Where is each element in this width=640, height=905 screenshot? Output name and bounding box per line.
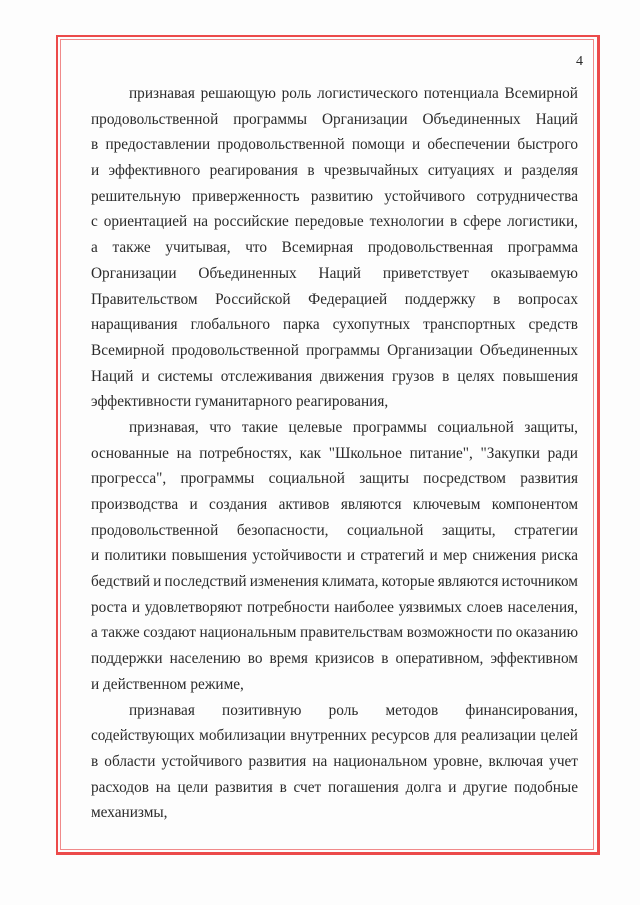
text-line: в предоставлении продовольственной помощи и обеспечении быстрого [91, 136, 578, 154]
text-line: эффективности гуманитарного реагирования, [91, 393, 389, 411]
paragraph [91, 698, 578, 826]
text-line-row [91, 312, 578, 338]
text-line: с ориентацией на российские передовые технологии в сфере логистики, [91, 213, 578, 231]
text-line-row [91, 261, 578, 287]
text-line: содействующих мобилизации внутренних ресурсов для реализации целей [91, 727, 578, 745]
text-line: Всемирной продовольственной программы Организации Объединенных [91, 341, 578, 359]
text-line-row [91, 620, 578, 646]
text-line-row [91, 723, 578, 749]
text-line: поддержки населению во время кризисов в оперативном, эффективном [91, 650, 578, 668]
text-line-row [91, 646, 578, 672]
text-line-row [91, 235, 578, 261]
text-line: продовольственной программы Организации Объединенных Наций [91, 110, 578, 128]
text-line-row [91, 338, 578, 364]
page-number: 4 [576, 54, 583, 69]
paragraph [91, 415, 578, 698]
text-line: прогресса", программы социальной защиты посредством развития [91, 470, 578, 488]
text-line-row [91, 775, 578, 801]
text-line: признавая, что такие целевые программы социальной защиты, [129, 418, 578, 436]
text-line: признавая позитивную роль методов финансирования, [129, 701, 578, 719]
text-line-row [91, 132, 578, 158]
text-line-row [91, 569, 578, 595]
text-line: производства и создания активов являются ключевым компонентом [91, 496, 578, 513]
text-line-row [91, 492, 578, 518]
text-line-row [91, 466, 578, 492]
text-line-row [91, 364, 578, 390]
text-line-row [91, 672, 578, 698]
text-line-row [91, 81, 578, 107]
text-line: бедствий и последствий изменения климата, которые являются источником [91, 573, 578, 591]
text-line: Организации Объединенных Наций приветствует оказываемую [91, 264, 578, 282]
text-line: а также учитывая, что Всемирная продовольственная программа [91, 239, 578, 257]
text-line-row [91, 158, 578, 184]
text-line-row [91, 184, 578, 210]
text-line: роста и удовлетворяют потребности наиболее уязвимых слоев населения, [91, 598, 578, 616]
text-line: Наций и системы отслеживания движения грузов в целях повышения [91, 367, 578, 385]
text-line: продовольственной безопасности, социальной защиты, стратегии [91, 521, 578, 539]
text-line: основанные на потребностях, как "Школьное питание", "Закупки ради [91, 444, 578, 462]
text-line-row [91, 749, 578, 775]
document-body [91, 81, 578, 826]
text-line-row [91, 518, 578, 544]
text-line: расходов на цели развития в счет погашения долга и другие подобные [91, 778, 578, 796]
text-line-row [91, 209, 578, 235]
text-line: и эффективного реагирования в чрезвычайных ситуациях и разделяя [91, 162, 578, 180]
text-line-row [91, 441, 578, 467]
text-line: решительную приверженность развитию устойчивого сотрудничества [91, 187, 578, 205]
text-line: в области устойчивого развития на национальном уровне, включая учет [91, 752, 578, 770]
text-line-row [91, 287, 578, 313]
text-line-row [91, 389, 578, 415]
text-line: признавая решающую роль логистического потенциала Всемирной [129, 85, 578, 102]
text-line: наращивания глобального парка сухопутных транспортных средств [91, 316, 578, 334]
text-line: Правительством Российской Федерацией поддержку в вопросах [91, 290, 578, 308]
text-line: и действенном режиме, [91, 675, 244, 693]
text-line: механизмы, [91, 804, 168, 822]
text-line: а также создают национальным правительствам возможности по оказанию [91, 624, 578, 642]
paragraph [91, 81, 578, 415]
text-line: и политики повышения устойчивости и стратегий и мер снижения риска [91, 547, 578, 565]
text-line-row [91, 800, 578, 826]
text-line-row [91, 107, 578, 133]
text-line-row [91, 595, 578, 621]
text-line-row [91, 698, 578, 724]
text-line-row [91, 543, 578, 569]
text-line-row [91, 415, 578, 441]
